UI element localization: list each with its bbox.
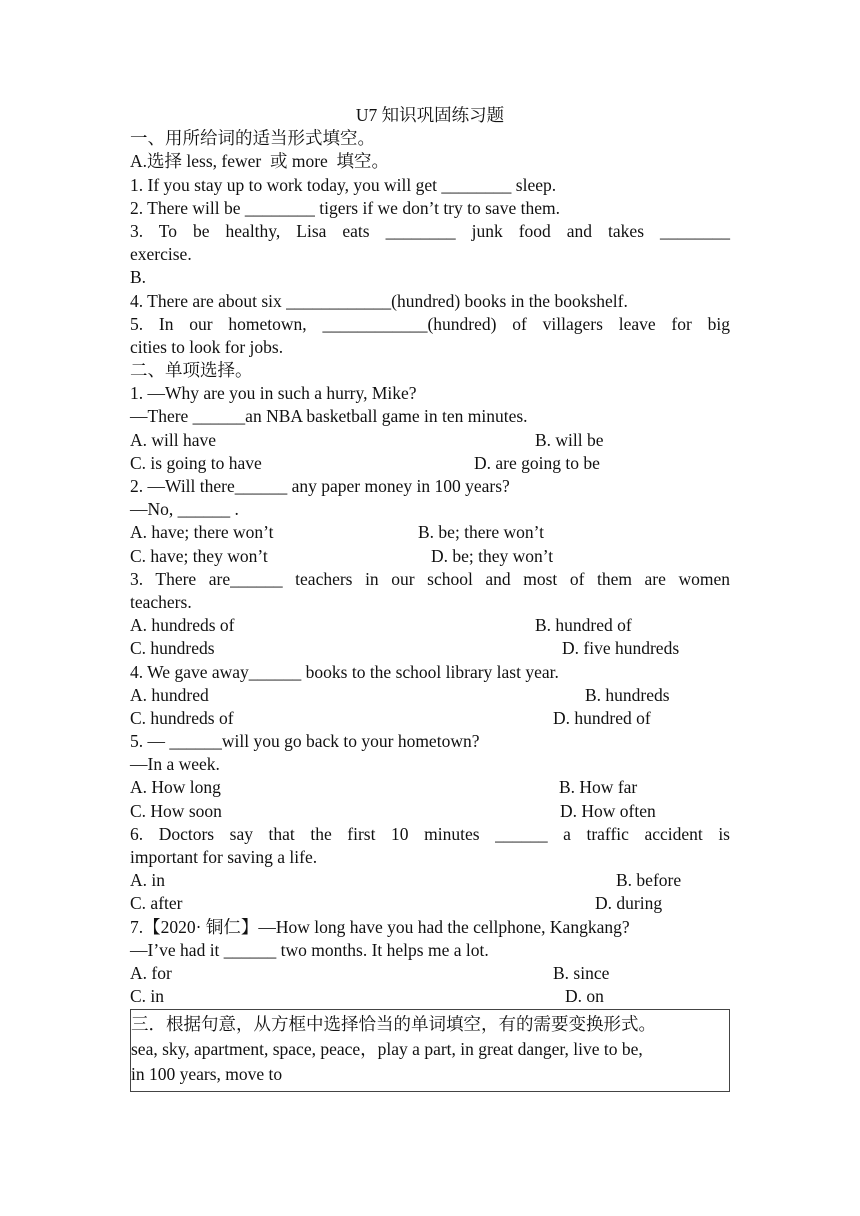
option-a: A. for — [130, 962, 172, 983]
option-c: C. in — [130, 986, 165, 1007]
mc-options-row — [130, 869, 730, 892]
mc-options-row — [130, 452, 730, 475]
mc-options-row — [130, 800, 730, 823]
option-d: D. hundred of — [553, 707, 651, 728]
option-b: B. before — [616, 870, 682, 891]
mc-question-1-cont: —There ______an NBA basketball game in ten minutes. — [130, 406, 528, 427]
option-a: A. in — [130, 870, 165, 891]
mc-question-6: 6. Doctors say that the first 10 minutes ______ a traffic accident is — [130, 823, 730, 844]
mc-question-2-cont: —No, ______ . — [130, 499, 239, 520]
option-c: C. have; they won’t — [130, 545, 268, 566]
option-d: D. five hundreds — [562, 638, 680, 659]
section3-heading: 三．根据句意，从方框中选择恰当的单词填空，有的需要变换形式。 — [131, 1014, 656, 1035]
option-b: B. will be — [535, 429, 604, 450]
option-b: B. hundred of — [535, 615, 632, 636]
option-a: A. How long — [130, 777, 221, 798]
option-d: D. be; they won’t — [431, 545, 554, 566]
worksheet — [130, 104, 730, 1092]
mc-question-7: 7.【2020· 铜仁】—How long have you had the cellphone, Kangkang? — [130, 916, 630, 937]
option-c: C. hundreds — [130, 638, 215, 659]
section1-heading: 一、用所给词的适当形式填空。 — [130, 128, 375, 149]
mc-options-row — [130, 545, 730, 568]
word-bank-box — [130, 1009, 730, 1092]
option-c: C. hundreds of — [130, 707, 234, 728]
mc-question-2: 2. —Will there______ any paper money in 100 years? — [130, 476, 510, 496]
fill-question-2: 2. There will be ________ tigers if we don’t try to save them. — [130, 197, 560, 218]
mc-options-row — [130, 429, 730, 452]
option-d: D. are going to be — [474, 452, 600, 473]
option-d: D. during — [595, 893, 663, 914]
option-c: C. is going to have — [130, 452, 262, 473]
option-b: B. hundreds — [585, 684, 670, 705]
fill-question-4: 4. There are about six ____________(hundred) books in the bookshelf. — [130, 290, 628, 311]
fill-question-3: 3. To be healthy, Lisa eats ________ junk food and takes ________ — [130, 220, 730, 241]
mc-options-row — [130, 962, 730, 985]
option-a: A. hundred — [130, 684, 209, 705]
mc-question-7-cont: —I’ve had it ______ two months. It helps me a lot. — [130, 939, 489, 960]
mc-options-row — [130, 521, 730, 544]
section2-heading: 二、单项选择。 — [130, 360, 253, 381]
fill-question-1: 1. If you stay up to work today, you will get ________ sleep. — [130, 174, 557, 195]
part-a-instruction: A.选择 less, fewer 或 more 填空。 — [130, 151, 390, 172]
mc-question-3: 3. There are______ teachers in our school and most of them are women — [130, 568, 730, 589]
fill-question-5: 5. In our hometown, ____________(hundred) of villagers leave for big — [130, 313, 730, 334]
option-d: D. on — [565, 986, 604, 1007]
option-c: C. How soon — [130, 800, 222, 821]
mc-options-row — [130, 637, 730, 660]
option-c: C. after — [130, 893, 183, 914]
option-b: B. since — [553, 962, 610, 983]
page-title: U7 知识巩固练习题 — [355, 105, 505, 125]
mc-options-row — [130, 614, 730, 637]
mc-question-1: 1. —Why are you in such a hurry, Mike? — [130, 383, 417, 404]
mc-question-6-cont: important for saving a life. — [130, 847, 318, 867]
option-a: A. hundreds of — [130, 615, 235, 636]
mc-options-row — [130, 985, 730, 1008]
mc-options-row — [130, 707, 730, 730]
mc-options-row — [130, 684, 730, 707]
mc-question-3-cont: teachers. — [130, 591, 192, 612]
fill-question-3-cont: exercise. — [130, 244, 192, 265]
part-b-label: B. — [130, 267, 147, 288]
mc-options-row — [130, 776, 730, 799]
option-b: B. How far — [559, 777, 638, 798]
option-d: D. How often — [560, 800, 656, 821]
option-a: A. have; there won’t — [130, 522, 274, 543]
mc-question-5-cont: —In a week. — [130, 754, 220, 775]
word-bank-line-1: sea, sky, apartment, space, peace，play a part, in great danger, live to be, — [131, 1039, 643, 1060]
mc-options-row — [130, 892, 730, 915]
fill-question-5-cont: cities to look for jobs. — [130, 336, 284, 357]
word-bank-line-2: in 100 years, move to — [131, 1064, 283, 1085]
mc-question-5: 5. — ______will you go back to your hometown? — [130, 731, 480, 752]
option-a: A. will have — [130, 429, 217, 450]
mc-question-4: 4. We gave away______ books to the school library last year. — [130, 661, 559, 682]
option-b: B. be; there won’t — [418, 522, 545, 543]
